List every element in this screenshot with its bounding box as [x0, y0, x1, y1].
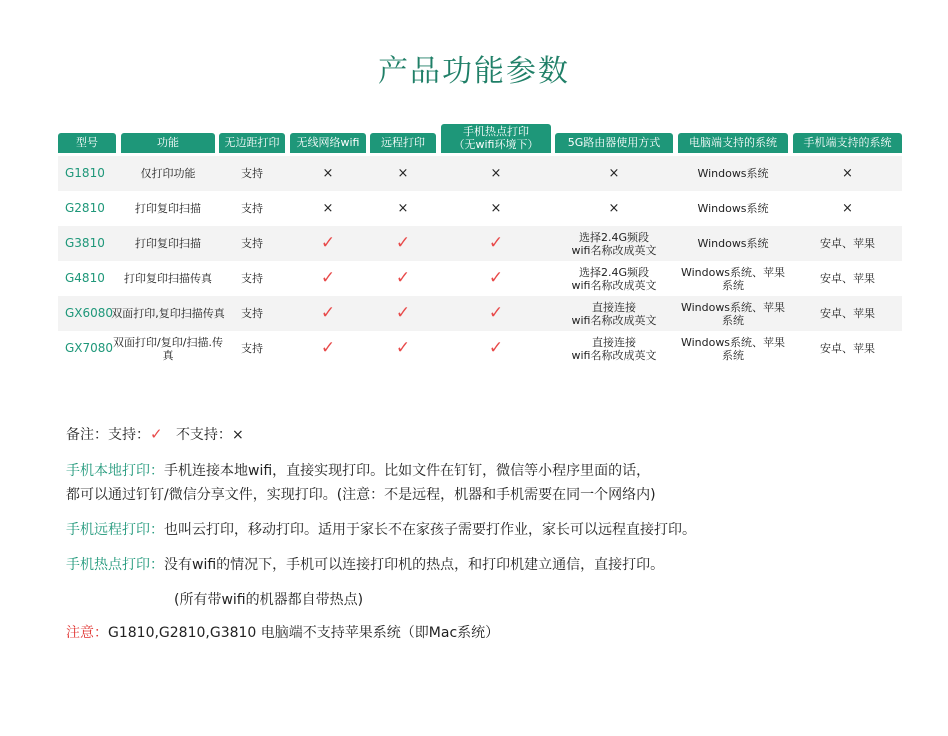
cross-icon: × [608, 166, 620, 181]
cell-model-text: GX6080 [65, 306, 114, 320]
cell-borderless [219, 331, 285, 366]
cell-pc [678, 191, 788, 226]
cross-icon: × [231, 427, 244, 443]
cell-model-text: G1810 [65, 166, 105, 180]
cell-hotspot [441, 191, 551, 226]
cell-router [555, 261, 673, 296]
cell-mobile [793, 331, 902, 366]
cell-mobile [793, 226, 902, 261]
legend-not-support-text: 不支持： [175, 427, 232, 443]
cell-pc [678, 156, 788, 191]
cross-icon: × [322, 166, 334, 181]
check-icon: ✓ [395, 233, 411, 253]
cell-pc-text: Windows系统、苹果系统 [680, 335, 786, 362]
cell-function-text: 仅打印功能 [140, 167, 196, 180]
cell-function [110, 261, 226, 296]
cell-hotspot [441, 296, 551, 331]
remote-print-label: 手机远程打印： [66, 522, 164, 538]
cell-wifi [290, 156, 366, 191]
cell-router-line2: wifi名称改成英文 [571, 278, 657, 292]
header-borderless: 无边距打印 [219, 133, 285, 153]
cell-pc-text: Windows系统 [697, 167, 769, 180]
cell-pc [678, 226, 788, 261]
cell-model-text: G3810 [65, 236, 105, 250]
cross-icon: × [490, 166, 502, 181]
check-icon: ✓ [320, 233, 336, 253]
header-pc: 电脑端支持的系统 [678, 133, 788, 153]
header-mobile: 手机端支持的系统 [793, 133, 902, 153]
check-icon: ✓ [320, 268, 336, 288]
cell-pc-text: Windows系统 [697, 202, 769, 215]
hotspot-print-text: 没有wifi的情况下，手机可以连接打印机的热点，和打印机建立通信，直接打印。 [164, 557, 665, 573]
cell-borderless-text: 支持 [241, 167, 263, 180]
cell-router-line2: wifi名称改成英文 [571, 348, 657, 362]
cell-router [555, 331, 673, 366]
cell-pc [678, 331, 788, 366]
cell-mobile [793, 156, 902, 191]
cell-function-text: 双面打印,复印扫描传真 [111, 307, 225, 320]
cell-function [110, 226, 226, 261]
cell-hotspot [441, 226, 551, 261]
cell-model-text: G2810 [65, 201, 105, 215]
cell-remote [370, 296, 436, 331]
cell-borderless-text: 支持 [241, 202, 263, 215]
cell-model-text: G4810 [65, 271, 105, 285]
header-remote: 远程打印 [370, 133, 436, 153]
cross-icon: × [397, 166, 409, 181]
cell-borderless [219, 191, 285, 226]
local-print-label: 手机本地打印： [66, 463, 164, 479]
cell-remote [370, 331, 436, 366]
cell-model [58, 296, 118, 331]
cell-mobile [793, 261, 902, 296]
remote-print-text: 也叫云打印，移动打印。适用于家长不在家孩子需要打作业，家长可以远程直接打印。 [164, 522, 696, 538]
cell-mobile [793, 296, 902, 331]
check-icon: ✓ [488, 233, 504, 253]
cell-borderless [219, 226, 285, 261]
cross-icon: × [397, 201, 409, 216]
cell-router [555, 226, 673, 261]
header-function: 功能 [121, 133, 215, 153]
cross-icon: × [608, 201, 620, 216]
cell-borderless-text: 支持 [241, 342, 263, 355]
local-print-text2: 都可以通过钉钉/微信分享文件，实现打印。(注意：不是远程，机器和手机需要在同一个网络内) [66, 487, 656, 503]
cell-borderless [219, 296, 285, 331]
cell-wifi [290, 331, 366, 366]
check-icon: ✓ [488, 268, 504, 288]
cell-function-text: 打印复印扫描传真 [124, 272, 212, 285]
warning-line [66, 622, 499, 642]
cross-icon: × [490, 201, 502, 216]
cell-borderless-text: 支持 [241, 307, 263, 320]
warning-label: 注意： [66, 625, 108, 641]
check-icon: ✓ [488, 338, 504, 358]
cell-function [110, 156, 226, 191]
table-row [58, 156, 902, 191]
table-row [58, 261, 902, 296]
cell-model-text: GX7080 [65, 341, 114, 355]
cell-mobile-text: 安卓、苹果 [820, 272, 875, 285]
cell-mobile-text: 安卓、苹果 [820, 342, 875, 355]
cross-icon: × [842, 201, 853, 216]
cell-router-line2: wifi名称改成英文 [571, 243, 657, 257]
legend-line [66, 424, 244, 444]
local-print-line1 [66, 460, 650, 480]
cell-remote [370, 156, 436, 191]
cell-model [58, 226, 118, 261]
cell-function-text: 双面打印/复印/扫描.传真 [113, 335, 223, 362]
cell-wifi [290, 261, 366, 296]
hotspot-print-line [66, 554, 664, 574]
cell-function [110, 191, 226, 226]
cell-mobile-text: 安卓、苹果 [820, 307, 875, 320]
cell-wifi [290, 191, 366, 226]
legend-label: 备注： [66, 427, 108, 443]
cell-wifi [290, 226, 366, 261]
cell-router-line1: 直接连接 [592, 335, 636, 349]
hotspot-print-label: 手机热点打印： [66, 557, 164, 573]
table-row [58, 331, 902, 366]
cell-router-line1: 直接连接 [592, 300, 636, 314]
cell-pc-text: Windows系统、苹果系统 [680, 265, 786, 292]
hotspot-print-text2: (所有带wifi的机器都自带热点) [174, 592, 364, 608]
cell-function-text: 打印复印扫描 [135, 237, 201, 250]
cell-hotspot [441, 156, 551, 191]
cross-icon: × [842, 166, 853, 181]
header-hotspot-line2: （无wifi环境下） [453, 138, 539, 151]
cell-function-text: 打印复印扫描 [135, 202, 201, 215]
cell-pc-text: Windows系统、苹果系统 [680, 300, 786, 327]
cell-router-line1: 选择2.4G频段 [578, 230, 650, 244]
table-row [58, 296, 902, 331]
cell-borderless-text: 支持 [241, 272, 263, 285]
table-row [58, 191, 902, 226]
cell-model [58, 261, 118, 296]
cell-pc-text: Windows系统 [697, 237, 769, 250]
cell-hotspot [441, 331, 551, 366]
cross-icon: × [322, 201, 334, 216]
cell-wifi [290, 296, 366, 331]
header-model: 型号 [58, 133, 116, 153]
cell-router [555, 156, 673, 191]
check-icon: ✓ [395, 338, 411, 358]
cell-hotspot [441, 261, 551, 296]
cell-model [58, 191, 118, 226]
cell-router-line1: 选择2.4G频段 [578, 265, 650, 279]
cell-borderless [219, 261, 285, 296]
cell-mobile [793, 191, 902, 226]
check-icon: ✓ [320, 303, 336, 323]
remote-print-line [66, 519, 696, 539]
cell-function [110, 331, 226, 366]
header-hotspot-line1: 手机热点打印 [463, 125, 529, 138]
legend-support-text: 支持： [108, 427, 150, 443]
page-title: 产品功能参数 [378, 54, 570, 89]
cell-borderless-text: 支持 [241, 237, 263, 250]
header-wifi: 无线网络wifi [290, 133, 366, 153]
cell-router [555, 191, 673, 226]
local-print-text1: 手机连接本地wifi，直接实现打印。比如文件在钉钉，微信等小程序里面的话， [164, 463, 651, 479]
check-icon: ✓ [320, 338, 336, 358]
cell-remote [370, 261, 436, 296]
check-icon: ✓ [488, 303, 504, 323]
check-icon: ✓ [150, 425, 163, 443]
cell-pc [678, 296, 788, 331]
cell-pc [678, 261, 788, 296]
header-router: 5G路由器使用方式 [555, 133, 673, 153]
cell-borderless [219, 156, 285, 191]
cell-model [58, 156, 118, 191]
check-icon: ✓ [395, 268, 411, 288]
table-row [58, 226, 902, 261]
cell-remote [370, 226, 436, 261]
warning-text: G1810,G2810,G3810 电脑端不支持苹果系统（即Mac系统） [108, 625, 500, 641]
cell-function [110, 296, 226, 331]
header-hotspot [441, 124, 551, 153]
cell-router-line2: wifi名称改成英文 [571, 313, 657, 327]
cell-remote [370, 191, 436, 226]
cell-router [555, 296, 673, 331]
cell-mobile-text: 安卓、苹果 [820, 237, 875, 250]
cell-model [58, 331, 118, 366]
check-icon: ✓ [395, 303, 411, 323]
